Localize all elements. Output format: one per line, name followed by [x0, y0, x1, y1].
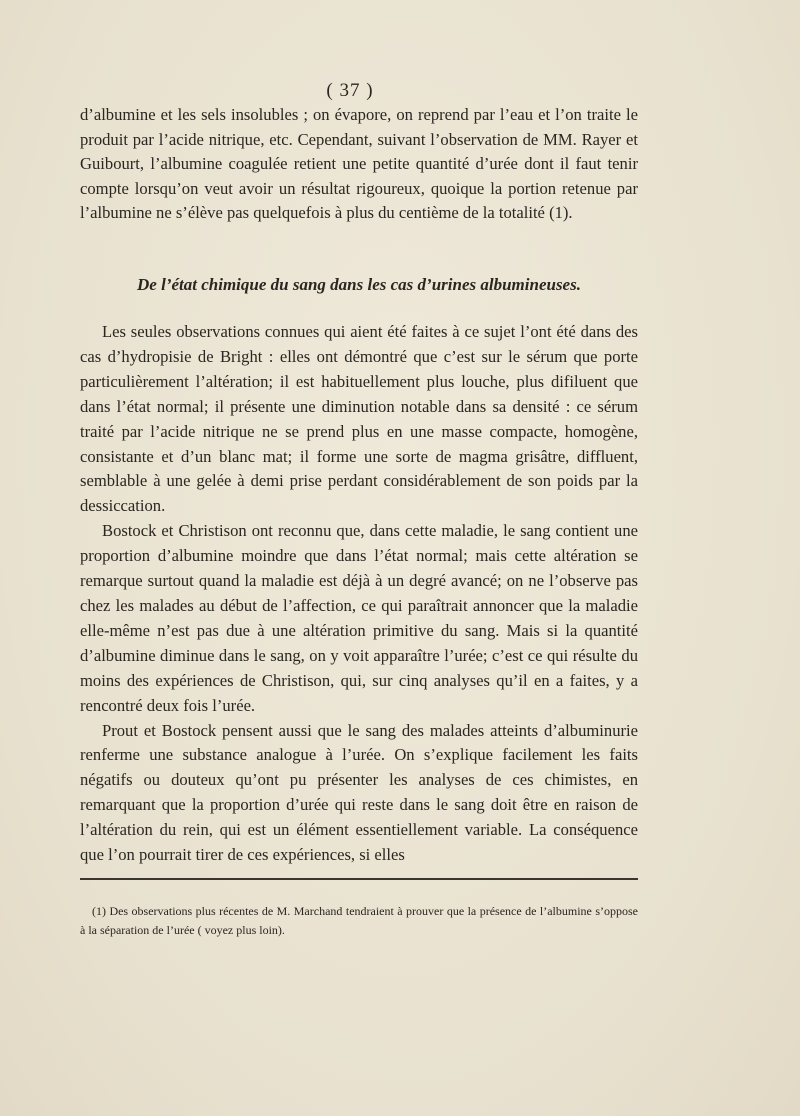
section-heading: De l’état chimique du sang dans les cas d’urines albumineuses. — [137, 275, 581, 294]
page-number: ( 37 ) — [326, 80, 374, 101]
paragraph-2: Bostock et Christison ont reconnu que, dans cette maladie, le sang contient une proportion d’albumine moindre que dans l’état normal; mais cette altération se remarque surtout quand la maladie est déjà à un degré avancé; on ne l’observe pas chez les malades au début de l’affection, ce qui paraîtrait annoncer que la maladie elle-même n’est pas due à une altération primitive du sang. Mais si la quantité d’albumine diminue dans le sang, on y voit apparaître l’urée; c’est ce qui résulte du moins des expériences de Christison, qui, sur cinq analyses qu’il en a faites, y a rencontré deux fois l’urée. — [80, 521, 638, 715]
paragraph-continuation: d’albumine et les sels insolubles ; on évapore, on reprend par l’eau et l’on traite le produit par l’acide nitrique, etc. Cependant, suivant l’observation de MM. Rayer et Guibourt, l’albumine coagulée retient une petite quantité d’urée dont il faut tenir compte lorsqu’on veut avoir un résultat rigoureux, quoique la portion retenue par l’albumine ne s’élève pas quelquefois à plus du centième de la totalité (1). — [80, 105, 638, 223]
paragraph-3: Prout et Bostock pensent aussi que le sang des malades atteints d’albuminurie renferme une substance analogue à l’urée. On s’explique facilement les faits négatifs ou douteux qu’ont pu présenter les analyses de ces chimistes, en remarquant que la proportion d’urée qui reste dans le sang doit être en raison de l’altération du rein, qui est un élément essentiellement variable. La conséquence que l’on pourrait tirer de ces expériences, si elles — [80, 720, 638, 865]
footnote-text: (1) Des observations plus récentes de M. Marchand tendraient à prouver que la présence de l’albumine s’oppose à la séparation de l’urée ( voyez plus loin). — [80, 904, 638, 937]
paragraph-1: Les seules observations connues qui aient été faites à ce sujet l’ont été dans des cas d’hydropisie de Bright : elles ont démontré que c’est sur le sérum que porte particulièrement l’altération; il est habituellement plus louche, plus difiluent que dans l’état normal; il présente une diminution notable dans sa densité : ce sérum traité par l’acide nitrique ne se prend plus en une masse compacte, homogène, consistante et d’un blanc mat; il forme une sorte de magma grisâtre, diffluent, semblable à une gelée à demi prise perdant considérablement de son poids par la dessiccation. — [80, 322, 638, 516]
top-paragraph-block — [80, 103, 638, 226]
footnote-block — [80, 902, 638, 940]
footnote-divider — [80, 878, 638, 880]
main-paragraph-block — [80, 320, 638, 868]
